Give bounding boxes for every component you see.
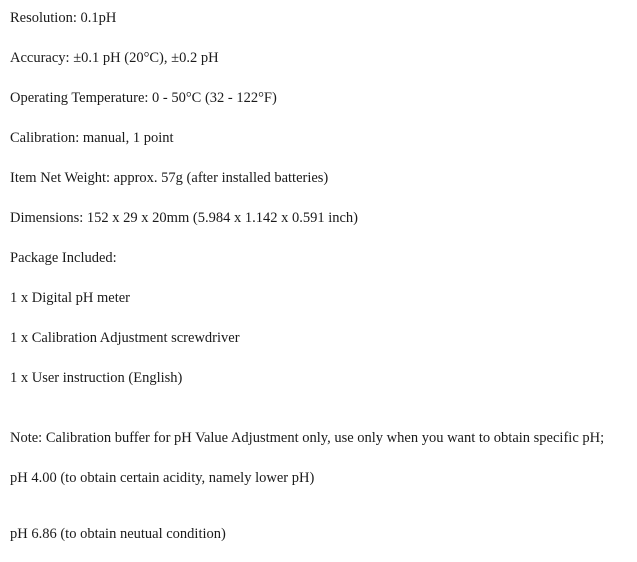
- package-heading: Package Included:: [10, 250, 117, 266]
- spec-net-weight: Item Net Weight: approx. 57g (after installed batteries): [10, 170, 329, 186]
- calibration-note: Note: Calibration buffer for pH Value Adjustment only, use only when you want to obtain specific pH;: [10, 430, 605, 446]
- spec-resolution: Resolution: 0.1pH: [10, 10, 117, 26]
- package-item: 1 x User instruction (English): [10, 370, 183, 386]
- spec-dimensions: Dimensions: 152 x 29 x 20mm (5.984 x 1.142 x 0.591 inch): [10, 210, 358, 226]
- spec-accuracy: Accuracy: ±0.1 pH (20°C), ±0.2 pH: [10, 50, 219, 66]
- spec-operating-temperature: Operating Temperature: 0 - 50°C (32 - 122°F): [10, 90, 277, 106]
- spec-calibration: Calibration: manual, 1 point: [10, 130, 174, 146]
- note-ph-686: pH 6.86 (to obtain neutual condition): [10, 526, 226, 542]
- package-item: 1 x Digital pH meter: [10, 290, 131, 306]
- package-item: 1 x Calibration Adjustment screwdriver: [10, 330, 240, 346]
- note-ph-400: pH 4.00 (to obtain certain acidity, namely lower pH): [10, 470, 315, 486]
